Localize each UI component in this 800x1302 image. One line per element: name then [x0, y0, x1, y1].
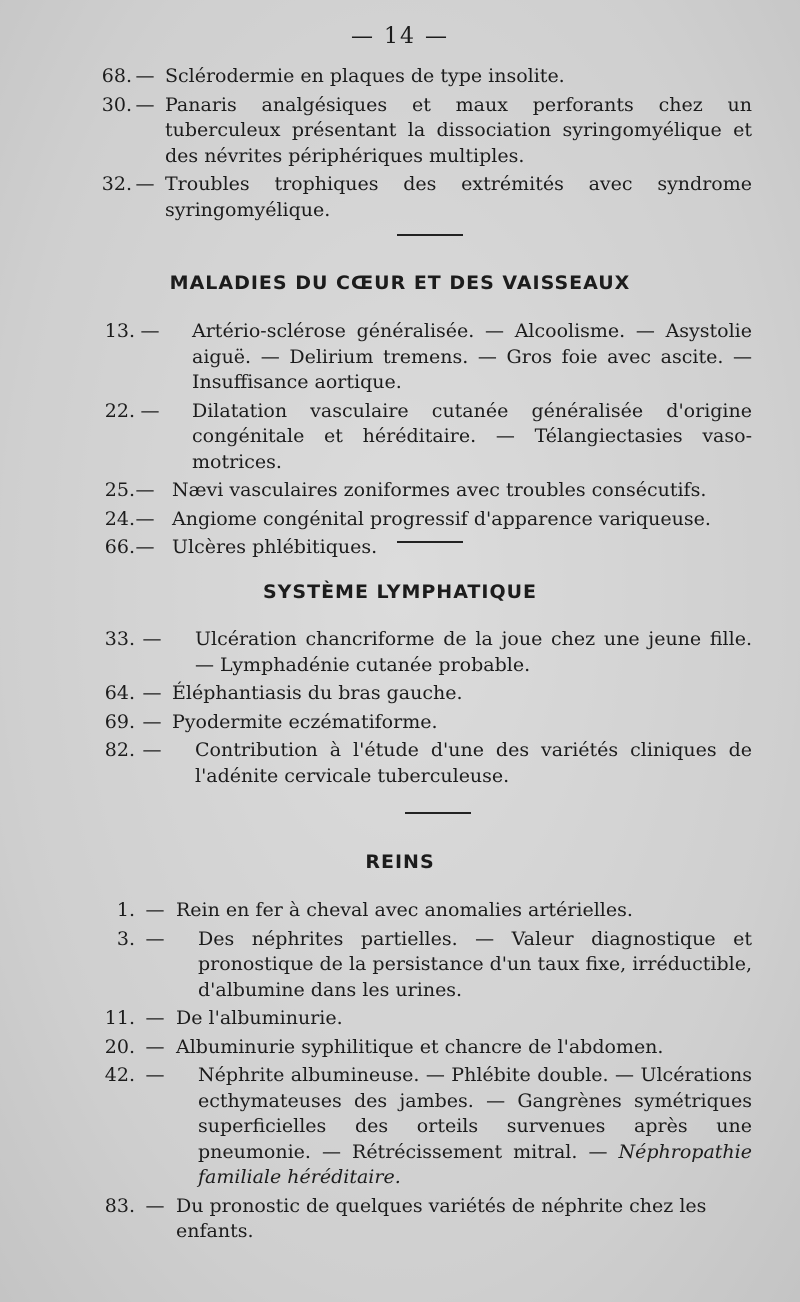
- entry-dash: —: [135, 536, 155, 558]
- entries-list: [0, 627, 800, 792]
- entry-text: Rein en fer à cheval avec anomalies artérielles.: [176, 899, 633, 921]
- entry-number: 82.: [104, 739, 135, 761]
- entry-dash: —: [135, 173, 155, 195]
- list-item: [0, 681, 800, 707]
- entry-number: 25.: [104, 479, 135, 501]
- list-item: [0, 1035, 800, 1061]
- section-divider: [405, 812, 471, 814]
- entry-text: [198, 1063, 752, 1191]
- entry-dash: —: [135, 65, 155, 87]
- entry-dash: —: [145, 927, 165, 950]
- entry-text: [165, 93, 752, 170]
- entry-dash: —: [142, 628, 162, 650]
- entry-text: Albuminurie syphilitique et chancre de l'abdomen.: [176, 1035, 664, 1058]
- list-item: [0, 478, 800, 504]
- entry-text: Ulcères phlébitiques.: [172, 536, 378, 558]
- list-item: [0, 399, 800, 476]
- list-item: [0, 927, 800, 1004]
- entry-text: Artério-sclérose généralisée. — Alcoolisme. — Asystolie aiguë. — Delirium tremens. — Gros foie avec ascite. — Insuffisance aortique.: [192, 320, 752, 393]
- list-item: [0, 738, 800, 789]
- section-divider: [397, 541, 463, 543]
- entry-dash: —: [135, 93, 155, 116]
- entries-list: [0, 64, 800, 226]
- entry-text: De l'albuminurie.: [176, 1007, 343, 1029]
- entry-text: Contribution à l'étude d'une des variétés cliniques de l'adénite cervicale tuberculeuse.: [195, 739, 752, 787]
- entry-number: 32.: [101, 173, 132, 195]
- entry-dash: —: [140, 320, 160, 342]
- entry-number: 13.: [104, 320, 135, 342]
- entry-text-content: Panaris analgésiques et maux perforants chez un tuberculeux présentant la dissociation syringomyélique et des névrites périphériques multiples.: [165, 93, 752, 167]
- entry-number: 22.: [104, 399, 135, 422]
- entry-text: Sclérodermie en plaques de type insolite.: [165, 65, 565, 87]
- list-item: [0, 64, 800, 90]
- entry-dash: —: [145, 1035, 165, 1058]
- entry-text: Nævi vasculaires zoniformes avec troubles consécutifs.: [172, 479, 707, 501]
- entry-text: Ulcération chancriforme de la joue chez une jeune fille. — Lymphadénie cutanée probable.: [195, 628, 752, 676]
- page-number: — 14 —: [351, 24, 449, 49]
- list-item: [0, 93, 800, 170]
- list-item: [0, 319, 800, 396]
- list-item: [0, 535, 800, 561]
- entry-number: 66.: [104, 536, 135, 558]
- entry-dash: —: [145, 1007, 165, 1029]
- entry-number: 83.: [104, 1194, 135, 1217]
- entry-number: 20.: [104, 1035, 135, 1058]
- entry-text: Des néphrites partielles. — Valeur diagnostique et pronostique de la persistance d'un taux fixe, irréductible, d'albumine dans les urines.: [198, 927, 752, 1001]
- section-heading: SYSTÈME LYMPHATIQUE: [262, 581, 538, 603]
- entries-list: [0, 319, 800, 564]
- list-item: [0, 898, 800, 924]
- entry-dash: —: [135, 507, 155, 530]
- section-divider: [397, 234, 463, 236]
- entry-dash: —: [145, 1194, 165, 1217]
- entry-dash: —: [140, 399, 160, 422]
- entry-number: 68.: [101, 65, 132, 87]
- entry-text: Angiome congénital progressif d'apparence variqueuse.: [172, 507, 711, 530]
- entry-number: 42.: [104, 1064, 135, 1086]
- entry-text-content: Néphrite albumineuse. — Phlébite double. — Ulcérations ecthymateuses des jambes. — Gangrènes symétriques superficielles des orteils survenues après une pneumonie. — Rétrécissement mitral. —: [198, 1064, 752, 1163]
- entry-dash: —: [142, 710, 162, 733]
- entry-text: Éléphantiasis du bras gauche.: [172, 682, 463, 704]
- list-item: [0, 1063, 800, 1191]
- entry-dash: —: [145, 899, 165, 921]
- entry-number: 33.: [104, 628, 135, 650]
- entries-list: [0, 898, 800, 1248]
- list-item: [0, 1194, 800, 1245]
- entry-dash: —: [142, 682, 162, 704]
- entry-text-italic: Néphropathie familiale héréditaire.: [198, 1140, 752, 1188]
- list-item: [0, 507, 800, 533]
- entry-number: 24.: [104, 507, 135, 530]
- entry-dash: —: [142, 739, 162, 761]
- entry-dash: —: [135, 479, 155, 501]
- entry-number: 3.: [116, 927, 135, 950]
- section-heading: REINS: [365, 851, 435, 873]
- entry-number: 1.: [116, 899, 135, 921]
- entry-number: 64.: [104, 682, 135, 704]
- list-item: [0, 1006, 800, 1032]
- list-item: [0, 710, 800, 736]
- list-item: [0, 627, 800, 678]
- entry-number: 30.: [101, 93, 132, 116]
- section-heading: MALADIES DU CŒUR ET DES VAISSEAUX: [169, 272, 631, 294]
- entry-text: Pyodermite eczématiforme.: [172, 710, 438, 733]
- entry-dash: —: [145, 1064, 165, 1086]
- entry-text: Troubles trophiques des extrémités avec syndrome syringomyélique.: [165, 173, 752, 221]
- entry-text: Dilatation vasculaire cutanée généralisée d'origine congénitale et héréditaire. — Télangiectasies vaso-motrices.: [192, 399, 752, 473]
- entry-number: 69.: [104, 710, 135, 733]
- list-item: [0, 172, 800, 223]
- entry-number: 11.: [104, 1007, 135, 1029]
- entry-text: Du pronostic de quelques variétés de néphrite chez les enfants.: [176, 1194, 707, 1242]
